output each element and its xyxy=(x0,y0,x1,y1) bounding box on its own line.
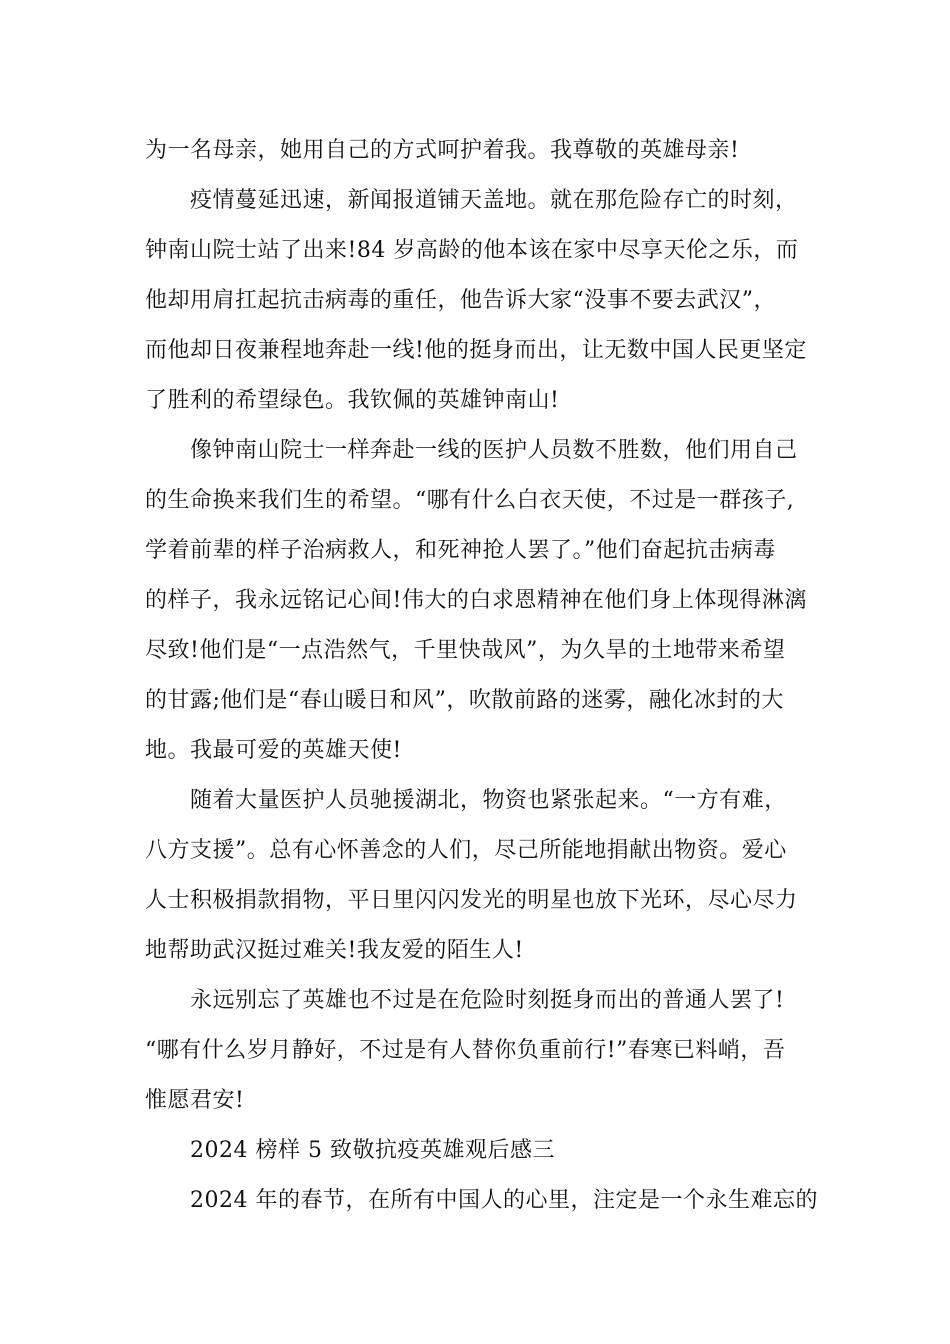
text-line: 疫情蔓延迅速，新闻报道铺天盖地。就在那危险存亡的时刻， xyxy=(190,188,798,213)
text-line: 钟南山院士站了出来!84 岁高龄的他本该在家中尽享天伦之乐，而 xyxy=(145,238,799,263)
text-line: 尽致!他们是“一点浩然气，千里快哉风”，为久旱的土地带来希望 xyxy=(145,638,786,663)
text-line: 像钟南山院士一样奔赴一线的医护人员数不胜数，他们用自己 xyxy=(190,438,798,463)
section-heading: 2024 榜样 5 致敬抗疫英雄观后感三 xyxy=(190,1138,555,1163)
text-line: 2024 年的春节，在所有中国人的心里，注定是一个永生难忘的 xyxy=(190,1188,818,1213)
text-line: 为一名母亲，她用自己的方式呵护着我。我尊敬的英雄母亲! xyxy=(145,138,740,163)
text-line: 随着大量医护人员驰援湖北，物资也紧张起来。“一方有难， xyxy=(190,788,787,813)
text-line: 了胜利的希望绿色。我钦佩的英雄钟南山! xyxy=(145,388,560,413)
text-line: “哪有什么岁月静好，不过是有人替你负重前行!”春寒已料峭，吾 xyxy=(145,1038,786,1063)
text-line: 的样子，我永远铭记心间!伟大的白求恩精神在他们身上体现得淋漓 xyxy=(145,588,807,613)
text-line: 而他却日夜兼程地奔赴一线!他的挺身而出，让无数中国人民更坚定 xyxy=(145,338,807,363)
text-line: 学着前辈的样子治病救人，和死神抢人罢了。”他们奋起抗击病毒 xyxy=(145,538,776,563)
text-line: 他却用肩扛起抗击病毒的重任，他告诉大家“没事不要去武汉”， xyxy=(145,288,776,313)
text-line: 的生命换来我们生的希望。“哪有什么白衣天使，不过是一群孩子, xyxy=(145,488,795,513)
text-line: 惟愿君安! xyxy=(145,1088,245,1113)
text-line: 八方支援”。总有心怀善念的人们，尽己所能地捐献出物资。爱心 xyxy=(145,838,787,863)
text-line: 的甘露;他们是“春山暖日和风”，吹散前路的迷雾，融化冰封的大 xyxy=(145,688,784,713)
text-line: 地。我最可爱的英雄天使! xyxy=(145,738,402,763)
text-line: 人士积极捐款捐物，平日里闪闪发光的明星也放下光环，尽心尽力 xyxy=(145,888,798,913)
text-line: 永远别忘了英雄也不过是在危险时刻挺身而出的普通人罢了! xyxy=(190,988,785,1013)
text-line: 地帮助武汉挺过难关!我友爱的陌生人! xyxy=(145,938,524,963)
